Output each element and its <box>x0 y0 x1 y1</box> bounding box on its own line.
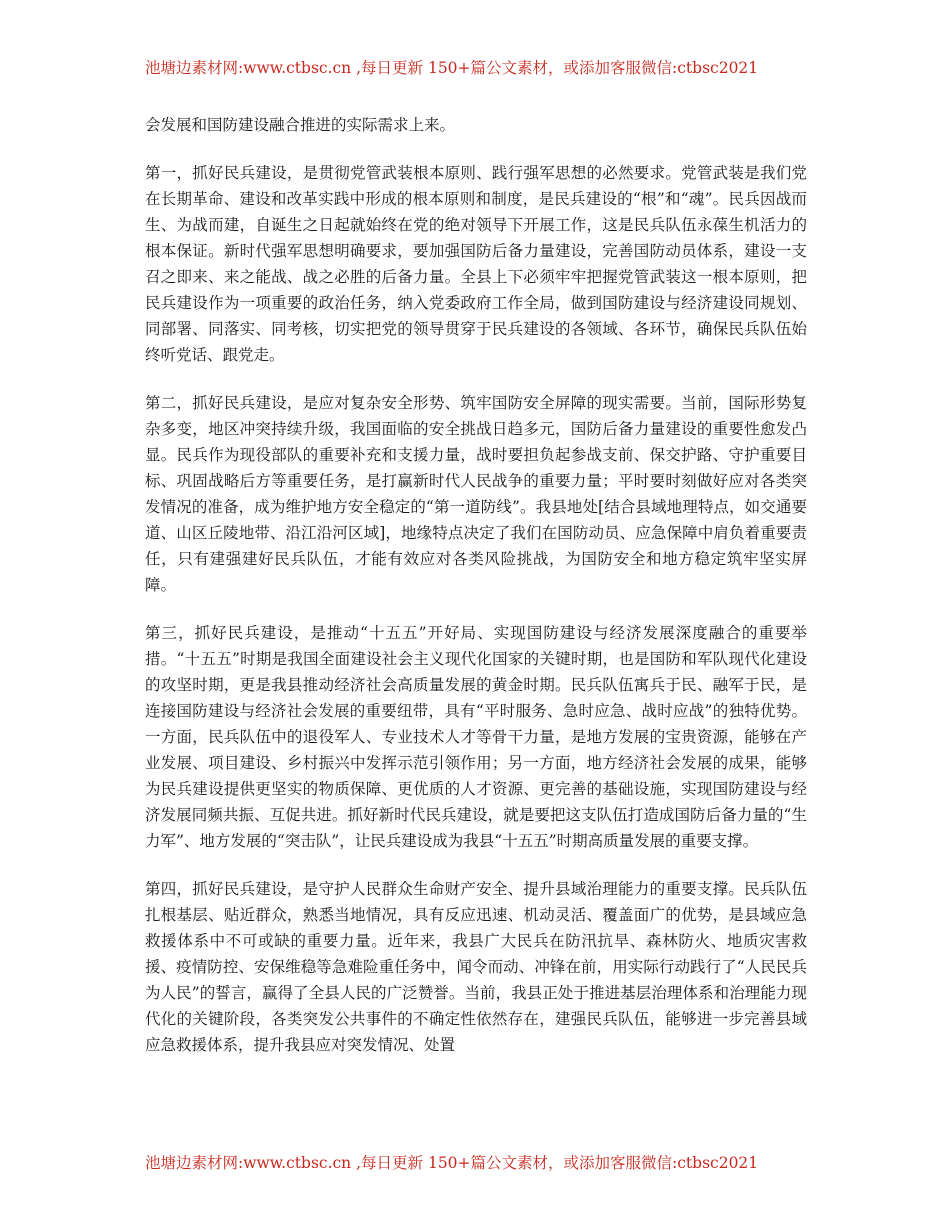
paragraph-third: 第三，抓好民兵建设，是推动“十五五”开好局、实现国防建设与经济发展深度融合的重要举措。“十五五”时期是我国全面建设社会主义现代化国家的关键时期，也是国防和军队现代化建设的攻坚时期，更是我县推动经济社会高质量发展的黄金时期。民兵队伍寓兵于民、融军于民，是连接国防建设与经济社会发展的重要纽带，具有“平时服务、急时应急、战时应战”的独特优势。一方面，民兵队伍中的退役军人、专业技术人才等骨干力量，是地方发展的宝贵资源，能够在产业发展、项目建设、乡村振兴中发挥示范引领作用；另一方面，地方经济社会发展的成果，能够为民兵建设提供更坚实的物质保障、更优质的人才资源、更完善的基础设施，实现国防建设与经济发展同频共振、互促共进。抓好新时代民兵建设，就是要把这支队伍打造成国防后备力量的“生力军”、地方发展的“突击队”，让民兵建设成为我县“十五五”时期高质量发展的重要支撑。 <box>145 624 807 850</box>
paragraph-second: 第二，抓好民兵建设，是应对复杂安全形势、筑牢国防安全屏障的现实需要。当前，国际形势复杂多变，地区冲突持续升级，我国面临的安全挑战日趋多元，国防后备力量建设的重要性愈发凸显。民兵作为现役部队的重要补充和支援力量，战时要担负起参战支前、保交护路、守护重要目标、巩固战略后方等重要任务，是打赢新时代人民战争的重要力量；平时要时刻做好应对各类突发情况的准备，成为维护地方安全稳定的“第一道防线”。我县地处[结合县域地理特点，如交通要道、山区丘陵地带、沿江沿河区域]，地缘特点决定了我们在国防动员、应急保障中肩负着重要责任，只有建强建好民兵队伍，才能有效应对各类风险挑战，为国防安全和地方稳定筑牢坚实屏障。 <box>145 394 807 594</box>
watermark-footer: 池塘边素材网:www.ctbsc.cn ,每日更新 150+篇公文素材，或添加客服微信:ctbsc2021 <box>145 1154 759 1172</box>
watermark-header: 池塘边素材网:www.ctbsc.cn ,每日更新 150+篇公文素材，或添加客服微信:ctbsc2021 <box>145 59 759 77</box>
document-body <box>145 112 807 1080</box>
paragraph-intro: 会发展和国防建设融合推进的实际需求上来。 <box>145 116 456 134</box>
paragraph-first: 第一，抓好民兵建设，是贯彻党管武装根本原则、践行强军思想的必然要求。党管武装是我们党在长期革命、建设和改革实践中形成的根本原则和制度，是民兵建设的“根”和“魂”。民兵因战而生、为战而建，自诞生之日起就始终在党的绝对领导下开展工作，这是民兵队伍永葆生机活力的根本保证。新时代强军思想明确要求，要加强国防后备力量建设，完善国防动员体系，建设一支召之即来、来之能战、战之必胜的后备力量。全县上下必须牢牢把握党管武装这一根本原则，把民兵建设作为一项重要的政治任务，纳入党委政府工作全局，做到国防建设与经济建设同规划、同部署、同落实、同考核，切实把党的领导贯穿于民兵建设的各领域、各环节，确保民兵队伍始终听党话、跟党走。 <box>145 164 807 364</box>
paragraph-fourth: 第四，抓好民兵建设，是守护人民群众生命财产安全、提升县域治理能力的重要支撑。民兵队伍扎根基层、贴近群众，熟悉当地情况，具有反应迅速、机动灵活、覆盖面广的优势，是县域应急救援体系中不可或缺的重要力量。近年来，我县广大民兵在防汛抗旱、森林防火、地质灾害救援、疫情防控、安保维稳等急难险重任务中，闻令而动、冲锋在前，用实际行动践行了“人民民兵为人民”的誓言，赢得了全县人民的广泛赞誉。当前，我县正处于推进基层治理体系和治理能力现代化的关键阶段，各类突发公共事件的不确定性依然存在，建强民兵队伍，能够进一步完善县域应急救援体系，提升我县应对突发情况、处置 <box>145 880 807 1054</box>
